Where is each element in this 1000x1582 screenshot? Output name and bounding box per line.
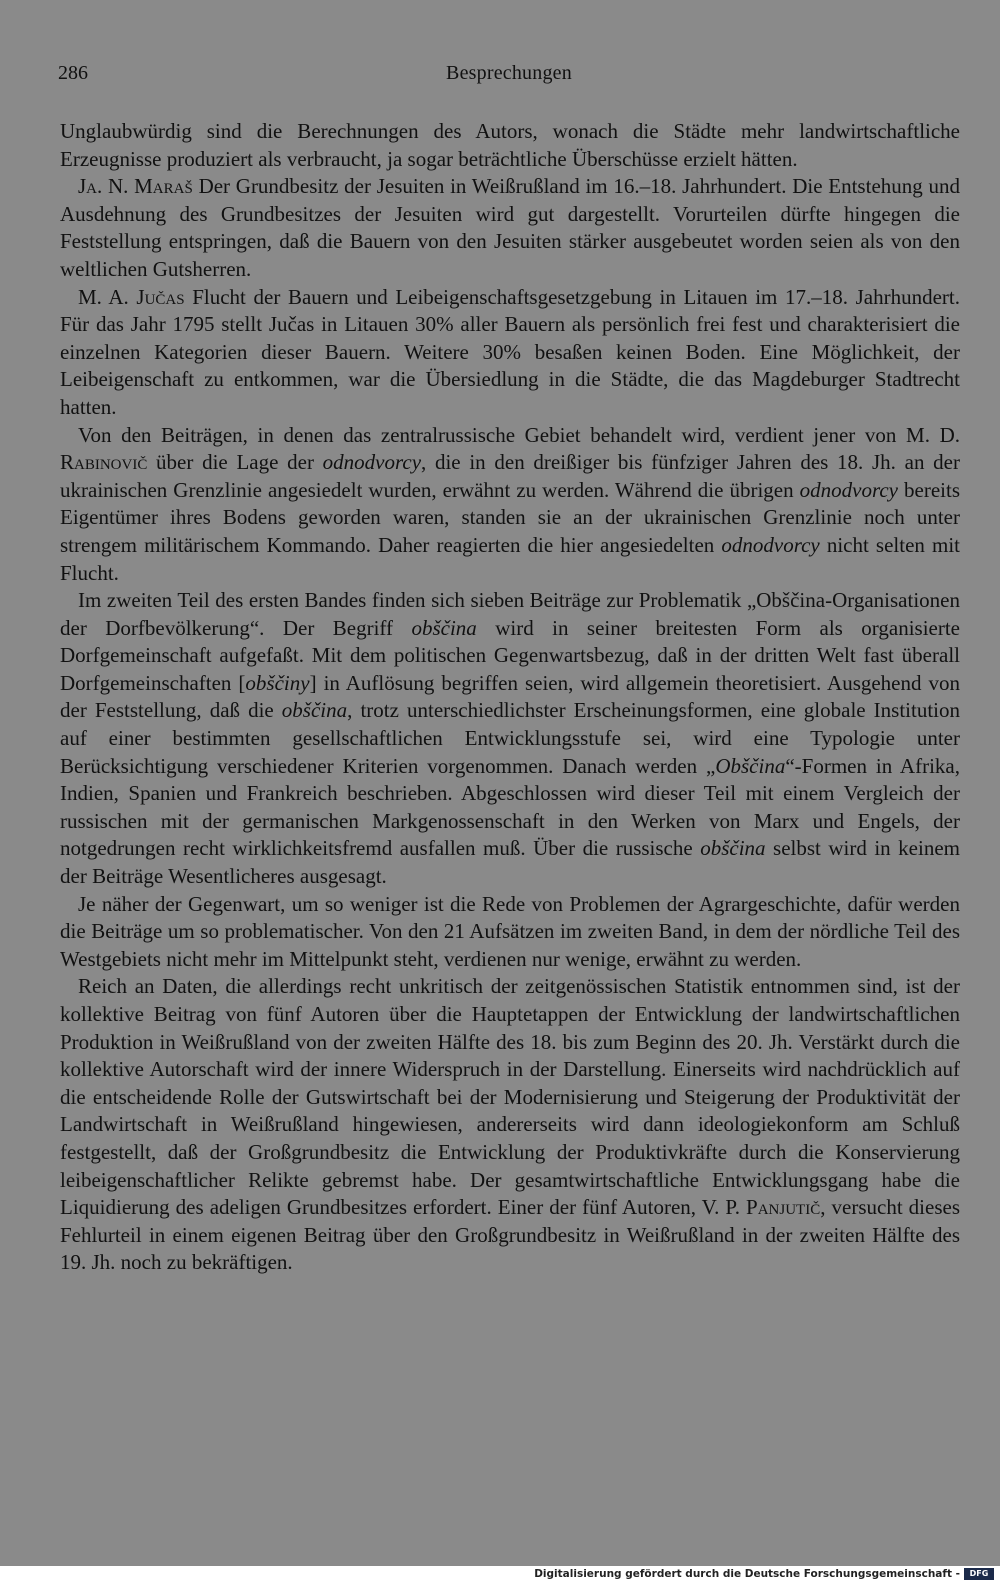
text-run: Der Grundbesitz der Jesuiten in Weißrußland im 16.–18. Jahrhundert. Die Entstehung und Ausdehnung des Grundbesitzes der Jesuiten wird gut dargestellt. Vorurteilen dürfte hingegen die Feststellung entspringen, daß die Bauern von den Jesuiten stärker ausgebeutet worden seien als von den weltlichen Gutsherren. bbox=[60, 174, 960, 281]
italic-term: Obščina bbox=[715, 753, 786, 778]
dfg-logo: DFG bbox=[964, 1568, 994, 1580]
paragraph bbox=[60, 118, 960, 173]
italic-term: odnodvorcy bbox=[322, 450, 422, 475]
page-header bbox=[58, 62, 960, 90]
italic-term: obščina bbox=[281, 698, 348, 723]
text-run: wird in seiner breitesten Form als organisierte Dorfgemeinschaft aufgefaßt. Mit dem politischen Gegenwartsbezug, daß in der dritten Welt fast überall Dorfgemeinschaften [ bbox=[60, 615, 961, 695]
text-run: Unglaubwürdig sind die Berechnungen des Autors, wonach die Städte mehr landwirtschaftliche Erzeugnisse produziert als verbraucht, ja sogar beträchtliche Überschüsse erzielt hätten. bbox=[60, 119, 960, 171]
author-name: Panjutič bbox=[746, 1195, 821, 1220]
text-run: Je näher der Gegenwart, um so weniger ist die Rede von Problemen der Agrargeschichte, dafür werden die Beiträge um so problematischer. Von den 21 Aufsätzen im zweiten Band, in dem der nördliche Teil des Westgebiets nicht mehr im Mittelpunkt steht, verdienen nur wenige, erwähnt zu werden. bbox=[60, 891, 960, 971]
italic-term: obščina bbox=[700, 836, 766, 861]
paragraph bbox=[60, 173, 960, 283]
digitization-footer bbox=[0, 1566, 1000, 1582]
text-run: Flucht der Bauern und Leibeigenschaftsgesetzgebung in Litauen im 17.–18. Jahrhundert. Für das Jahr 1795 stellt Jučas in Litauen 30% aller Bauern als persönlich frei fest und charakterisiert die einzelnen Kategorien dieser Bauern. Weitere 30% besaßen keinen Boden. Eine Möglichkeit, der Leibeigenschaft zu entkommen, war die Übersiedlung in die Städte, die das Magdeburger Stadtrecht hatten. bbox=[60, 284, 960, 419]
text-run: nicht selten mit Flucht. bbox=[60, 532, 960, 585]
review-body-text bbox=[60, 118, 960, 1277]
text-run: Im zweiten Teil des ersten Bandes finden sich sieben Beiträge zur Problematik „Obščina-Organisationen der Dorfbevölkerung“. Der Begriff bbox=[60, 588, 960, 640]
text-run: , versucht dieses Fehlurteil in einem eigenen Beitrag über den Großgrundbesitz in Weißrußland in der zweiten Hälfte des 19. Jh. noch zu bekräftigen. bbox=[60, 1195, 961, 1275]
author-name: M. A. Jučas bbox=[78, 284, 185, 309]
paragraph bbox=[60, 891, 960, 974]
text-run: über die Lage der bbox=[147, 450, 323, 475]
text-run: Von den Beiträgen, in denen das zentralrussische Gebiet behandelt wird, verdient jener von M. D. bbox=[78, 422, 960, 447]
text-run: selbst wird in keinem der Beiträge Wesentlicheres ausgesagt. bbox=[60, 836, 960, 889]
text-run: , trotz unterschiedlichster Erscheinungsformen, eine globale Institution auf einer bestimmten gesellschaftlichen Entwicklungsstufe sei, wird eine Typologie unter Berücksichtigung verschiedener Kriterien vorgenommen. Danach werden „ bbox=[60, 698, 960, 778]
italic-term: obščiny bbox=[245, 670, 310, 695]
paragraph bbox=[60, 587, 960, 891]
page-number: 286 bbox=[58, 62, 88, 84]
author-name: Rabinovič bbox=[60, 450, 148, 475]
italic-term: obščina bbox=[411, 615, 477, 640]
text-run: bereits Eigentümer ihres Bodens geworden waren, standen sie an der ukrainischen Grenzlinie noch unter strengem militärischem Kommando. Daher reagierten die hier angesiedelten bbox=[60, 477, 960, 557]
text-run: Reich an Daten, die allerdings recht unkritisch der zeitgenössischen Statistik entnommen sind, ist der kollektive Beitrag von fünf Autoren über die Hauptetappen der Entwicklung der landwirtschaftlichen Produktion in Weißrußland von der zweiten Hälfte des 18. bis zum Beginn des 20. Jh. Verstärkt durch die kollektive Autorschaft wird der innere Widerspruch in der Darstellung. Einerseits wird nachdrücklich auf die entscheidende Rolle der Gutswirtschaft bei der Modernisierung und Steigerung der Produktivität der Landwirtschaft in Weißrußland hingewiesen, andererseits wird dann ideologiekonform am Schluß festgestellt, daß der Großgrundbesitz die Entwicklung der Produktivkräfte durch die Konservierung leibeigenschaftlicher Relikte gebremst habe. Der gesamtwirtschaftliche Entwicklungsgang habe die Liquidierung des adeligen Grundbesitzes erfordert. Einer der fünf Autoren, V. P. bbox=[60, 974, 960, 1220]
funding-credit: Digitalisierung gefördert durch die Deutsche Forschungsgemeinschaft - bbox=[534, 1568, 960, 1580]
italic-term: odnodvorcy bbox=[799, 477, 898, 502]
paragraph bbox=[60, 284, 960, 422]
author-name: Ja. N. Maraš bbox=[78, 174, 193, 199]
text-run: “-Formen in Afrika, Indien, Spanien und Frankreich beschrieben. Abgeschlossen wird dieser Teil mit einem Vergleich der russischen mit der germanischen Markgenossenschaft in den Werken von Marx und Engels, der notgedrungen recht wirklichkeitsfremd ausfallen muß. Über die russische bbox=[60, 753, 960, 861]
text-run: ] in Auflösung begriffen seien, wird allgemein theoretisiert. Ausgehend von der Feststellung, daß die bbox=[60, 670, 961, 723]
paragraph bbox=[60, 973, 960, 1277]
paragraph bbox=[60, 422, 960, 588]
running-head: Besprechungen bbox=[446, 62, 572, 84]
text-run: , die in den dreißiger bis fünfziger Jahren des 18. Jh. an der ukrainischen Grenzlinie angesiedelt wurden, erwähnt zu werden. Während die übrigen bbox=[60, 450, 960, 502]
italic-term: odnodvorcy bbox=[721, 532, 820, 557]
